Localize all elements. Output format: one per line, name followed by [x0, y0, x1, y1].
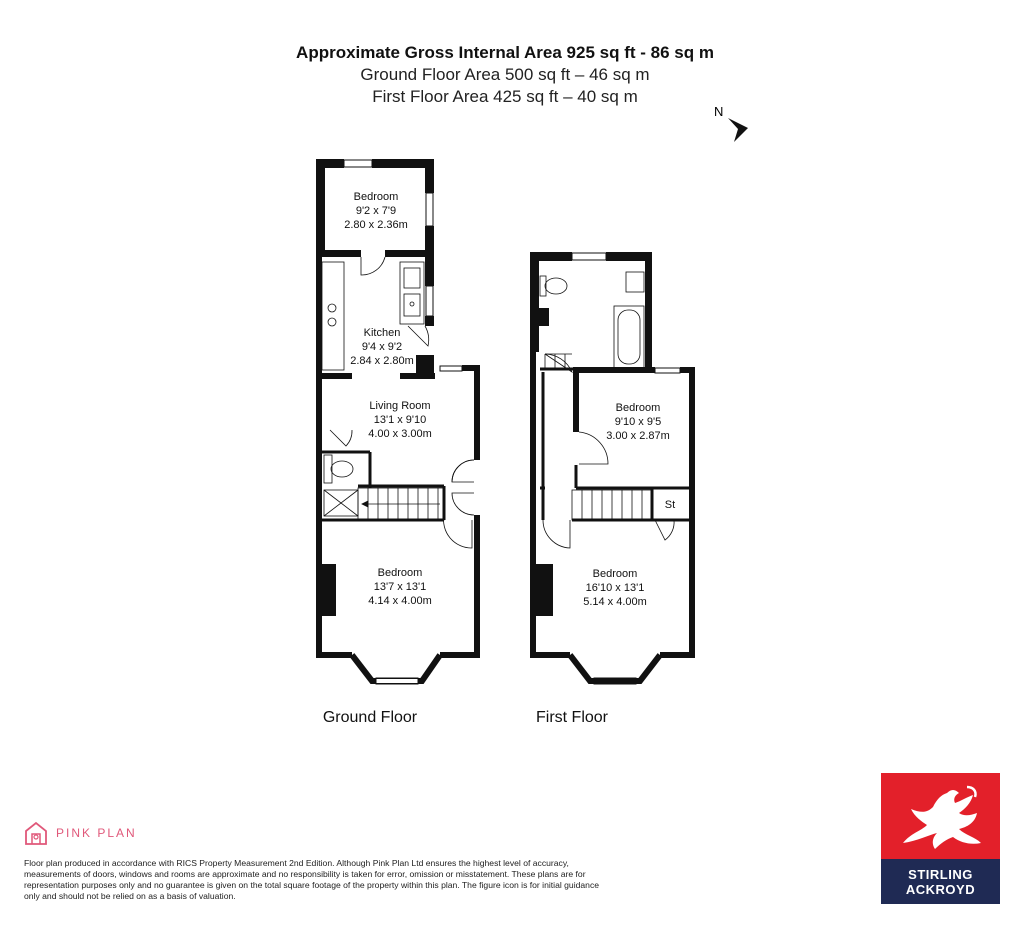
- first-bedroom-small-name: Bedroom: [615, 402, 661, 414]
- compass-north-label: N: [714, 104, 724, 119]
- brand-name-block: [881, 859, 1000, 904]
- compass-icon: [714, 104, 748, 142]
- brand-line-1: STIRLING: [908, 866, 973, 882]
- first-bedroom-small-metric: 3.00 x 2.87m: [606, 430, 670, 442]
- brand-line-2: ACKROYD: [905, 881, 976, 897]
- first-floor-plan: [530, 252, 695, 726]
- ground-bedroom-large-name: Bedroom: [377, 567, 423, 579]
- ground-bedroom-large-metric: 4.14 x 4.00m: [368, 595, 432, 607]
- stirling-ackroyd-logo: [881, 773, 1000, 904]
- first-bedroom-large-metric: 5.14 x 4.00m: [583, 596, 647, 608]
- first-bedroom-small-imperial: 9'10 x 9'5: [614, 416, 662, 428]
- ground-bedroom-small-imperial: 9'2 x 7'9: [355, 205, 397, 217]
- pink-plan-house-icon: [24, 820, 48, 846]
- kitchen-imperial: 9'4 x 9'2: [361, 341, 403, 353]
- pink-plan-logo: [24, 818, 137, 848]
- disclaimer-text: Floor plan produced in accordance with RICS Property Measurement 2nd Edition. Although Pink Plan Ltd ensures the highest level of accuracy, measurements of doors, windows and rooms are approximate and no responsibility is taken for error, omission or misstatement. These plans are for representation purposes only and no guarantee is given on the total square footage of the property within this plan. The figure icon is for initial guidance only and should not be relied on as a basis of valuation.: [24, 858, 600, 901]
- ground-bedroom-small-name: Bedroom: [353, 191, 399, 203]
- store-label: St: [664, 499, 676, 511]
- first-bedroom-large-name: Bedroom: [592, 568, 638, 580]
- ground-bedroom-small-metric: 2.80 x 2.36m: [344, 219, 408, 231]
- first-bedroom-large-imperial: 16'10 x 13'1: [585, 582, 645, 594]
- first-floor-label: First Floor: [536, 709, 608, 726]
- griffin-icon: [881, 773, 1000, 859]
- ground-floor-area: Ground Floor Area 500 sq ft – 46 sq m: [360, 65, 650, 84]
- kitchen-metric: 2.84 x 2.80m: [350, 355, 414, 367]
- kitchen-name: Kitchen: [363, 327, 401, 339]
- gross-area-title: Approximate Gross Internal Area 925 sq ft - 86 sq m: [296, 43, 714, 62]
- first-floor-area: First Floor Area 425 sq ft – 40 sq m: [372, 87, 638, 106]
- ground-bedroom-large-imperial: 13'7 x 13'1: [373, 581, 427, 593]
- ground-floor-plan: [316, 159, 480, 726]
- living-room-imperial: 13'1 x 9'10: [373, 414, 427, 426]
- pink-plan-text: PINK PLAN: [56, 826, 137, 840]
- ground-floor-label: Ground Floor: [322, 709, 418, 726]
- living-room-metric: 4.00 x 3.00m: [368, 428, 432, 440]
- living-room-name: Living Room: [369, 400, 431, 412]
